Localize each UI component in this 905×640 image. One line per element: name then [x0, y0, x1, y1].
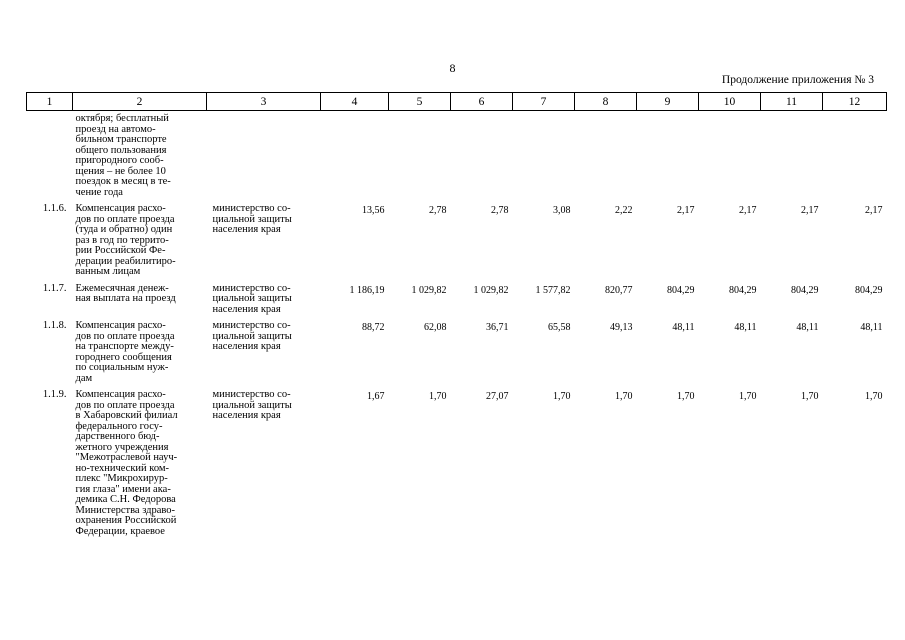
- column-header: 9: [637, 93, 699, 111]
- column-header: 8: [575, 93, 637, 111]
- column-header: 5: [389, 93, 451, 111]
- executor: министерство со- циальной защиты населения края: [212, 389, 292, 421]
- value-cell: 36,71: [486, 322, 509, 333]
- value-cell: 1,70: [615, 391, 633, 402]
- row-number: 1.1.6.: [42, 203, 67, 214]
- value-cell: 2,17: [677, 205, 695, 216]
- value-cell: 804,29: [855, 284, 883, 296]
- measure-name: октября; бесплатный проезд на автомо- бильном транспорте общего пользования пригородного сооб- щения – не более 10 поездок в месяц в те- чение года: [75, 113, 171, 198]
- column-header: 10: [699, 93, 761, 111]
- value-cell: [761, 111, 823, 205]
- measure-name: Компенсация расхо- дов по оплате проезда в Хабаровский филиал федерального госу- дарственного бюд- жетного учреждения "Межотраслевой науч- но-технический ком- плекс "Микрохирур- гия глаза" имени ака- демика С.Н. Федорова Министерства здраво- охранения Российской Федерации, краевое: [75, 389, 178, 537]
- table-row: [27, 321, 887, 390]
- measure-name: Компенсация расхо- дов по оплате проезда на транспорте между- городнего сообщения по социальным нуж- дам: [75, 320, 175, 384]
- value-cell: [699, 111, 761, 205]
- value-cell: 2,78: [491, 205, 509, 216]
- executor: [207, 111, 321, 205]
- column-header: 11: [761, 93, 823, 111]
- value-cell: [321, 111, 389, 205]
- value-cell: 1,70: [677, 391, 695, 402]
- value-cell: 49,13: [610, 322, 633, 333]
- column-header: 1: [27, 93, 73, 111]
- column-header: 4: [321, 93, 389, 111]
- value-cell: [513, 111, 575, 205]
- executor: министерство со- циальной защиты населения края: [212, 320, 292, 352]
- column-header: 12: [823, 93, 887, 111]
- value-cell: 804,29: [729, 284, 757, 296]
- table-row: [27, 284, 887, 322]
- row-number: [27, 111, 73, 205]
- column-header: 6: [451, 93, 513, 111]
- value-cell: [575, 111, 637, 205]
- value-cell: 65,58: [548, 322, 571, 333]
- value-cell: 2,17: [865, 205, 883, 216]
- column-header: 2: [73, 93, 207, 111]
- column-header: 7: [513, 93, 575, 111]
- value-cell: 2,22: [615, 205, 633, 216]
- measure-name: Ежемесячная денеж- ная выплата на проезд: [75, 282, 176, 304]
- executor: министерство со- циальной защиты населения края: [212, 203, 292, 235]
- value-cell: 1 029,82: [473, 284, 509, 296]
- value-cell: 2,17: [739, 205, 757, 216]
- table-row: [27, 390, 887, 537]
- appendix-table: [26, 92, 887, 537]
- value-cell: 3,08: [553, 205, 571, 216]
- value-cell: 1,70: [553, 391, 571, 402]
- value-cell: 48,11: [796, 322, 819, 333]
- executor: министерство со- циальной защиты населения края: [212, 282, 292, 315]
- row-number: 1.1.8.: [42, 320, 67, 331]
- value-cell: 13,56: [362, 205, 385, 216]
- page-number: 8: [449, 61, 456, 75]
- row-number: 1.1.7.: [42, 282, 67, 294]
- value-cell: 804,29: [791, 284, 819, 296]
- value-cell: 88,72: [362, 322, 385, 333]
- measure-name: Компенсация расхо- дов по оплате проезда (туда и обратно) один раз в год по террито- рии Российской Фе- дерации реабилитиро- ванным лицам: [75, 203, 176, 277]
- value-cell: 804,29: [667, 284, 695, 296]
- table-row: [27, 111, 887, 205]
- table-header-row: [27, 93, 887, 111]
- value-cell: 2,17: [801, 205, 819, 216]
- value-cell: [823, 111, 887, 205]
- value-cell: [637, 111, 699, 205]
- value-cell: 1 186,19: [349, 284, 385, 296]
- value-cell: 1 029,82: [411, 284, 447, 296]
- value-cell: 2,78: [429, 205, 447, 216]
- value-cell: 820,77: [605, 284, 633, 296]
- value-cell: 48,11: [734, 322, 757, 333]
- value-cell: 1,70: [865, 391, 883, 402]
- continuation-label: Продолжение приложения № 3: [721, 74, 874, 86]
- value-cell: [451, 111, 513, 205]
- value-cell: 1,70: [429, 391, 447, 402]
- value-cell: 48,11: [860, 322, 883, 333]
- value-cell: 62,08: [424, 322, 447, 333]
- row-number: 1.1.9.: [42, 389, 67, 400]
- value-cell: 1 577,82: [535, 284, 571, 296]
- table-row: [27, 204, 887, 284]
- value-cell: 1,67: [367, 391, 385, 402]
- column-header: 3: [207, 93, 321, 111]
- value-cell: 48,11: [672, 322, 695, 333]
- value-cell: 1,70: [739, 391, 757, 402]
- value-cell: 27,07: [486, 391, 509, 402]
- value-cell: [389, 111, 451, 205]
- value-cell: 1,70: [801, 391, 819, 402]
